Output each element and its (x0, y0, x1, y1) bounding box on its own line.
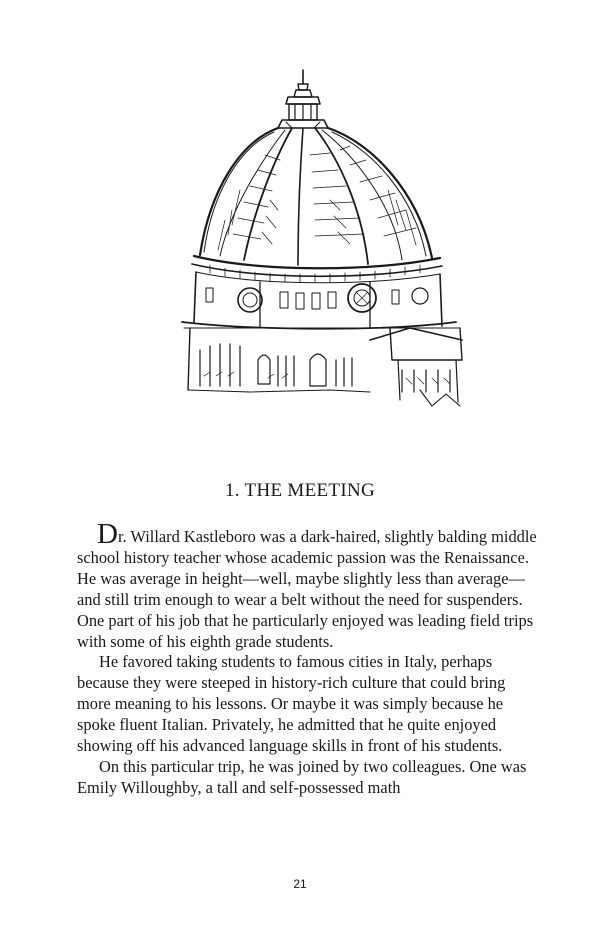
paragraph-1-text: r. Willard Kastleboro was a dark-haired, slightly balding middle school history teacher whose academic passion was the Renaissance. He was average in height—well, maybe slightly less than average—and still trim enough to wear a belt without the need for suspenders. One part of his job that he particularly enjoyed was leading field trips with some of his eighth grade students. (77, 527, 537, 651)
chapter-body (77, 518, 537, 799)
cathedral-dome-illustration (170, 60, 470, 410)
chapter-title: 1. THE MEETING (224, 480, 376, 501)
paragraph-1 (77, 518, 537, 652)
page-number: 21 (293, 877, 307, 891)
drop-cap: D (97, 518, 118, 550)
paragraph-3: On this particular trip, he was joined by two colleagues. One was Emily Willoughby, a tall and self-possessed math (77, 756, 527, 797)
paragraph-2: He favored taking students to famous cities in Italy, perhaps because they were steeped in history-rich culture that could bring more meaning to his lessons. Or maybe it was simply because he spoke fluent Italian. Privately, he admitted that he quite enjoyed showing off his advanced language skills in front of his students. (77, 652, 506, 756)
